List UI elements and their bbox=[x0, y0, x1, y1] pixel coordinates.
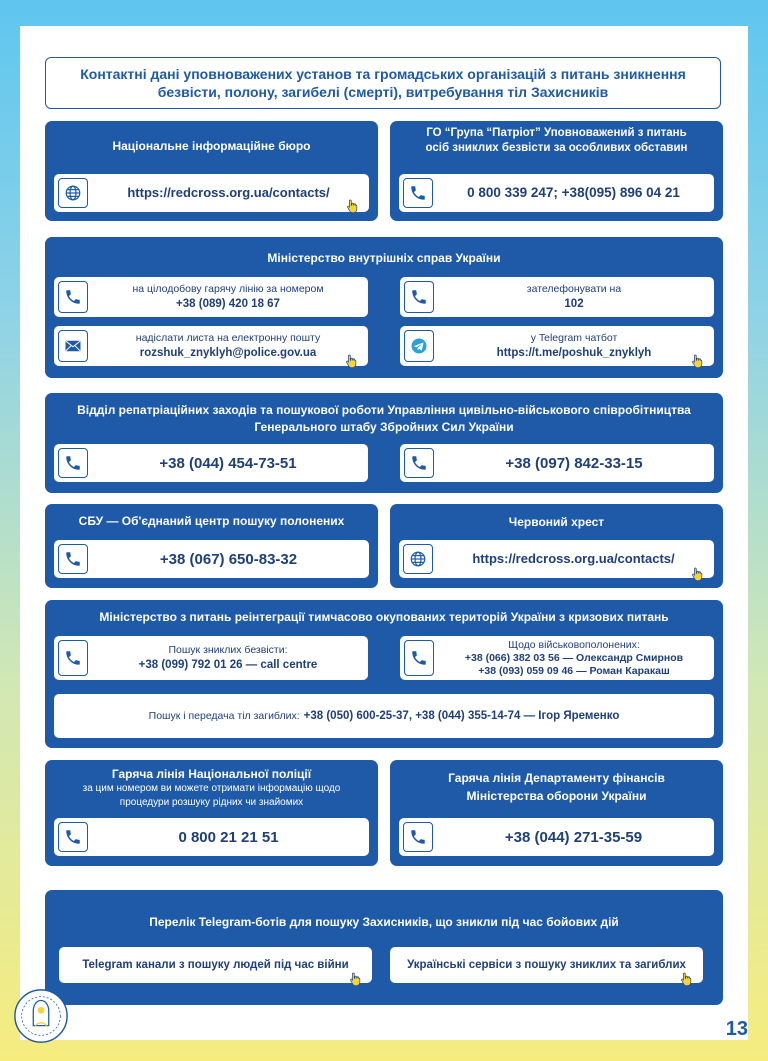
page-title-text: Контактні дані уповноважених установ та громадських організацій з питань зникнення безвісти, полону, загибелі (смерті), витребування тіл Захисників bbox=[80, 66, 686, 100]
redcross-url[interactable]: https://redcross.org.ua/contacts/ bbox=[472, 551, 675, 566]
phone-icon bbox=[58, 544, 88, 574]
sbu-title: СБУ — Об'єднаний центр пошуку полонених bbox=[78, 514, 345, 528]
phone-icon bbox=[58, 822, 88, 852]
phone-icon bbox=[404, 640, 434, 676]
ua-services-button[interactable] bbox=[390, 947, 703, 983]
click-hand-icon bbox=[690, 353, 706, 369]
phone-icon bbox=[58, 281, 88, 313]
nib-card bbox=[45, 121, 378, 221]
telegram-channels-label: Telegram канали з пошуку людей під час війни bbox=[82, 959, 349, 971]
phone-icon bbox=[403, 822, 433, 852]
telegram-icon bbox=[404, 330, 434, 362]
nib-title: Національне інформаційне бюро bbox=[112, 139, 311, 153]
phone-icon bbox=[58, 448, 88, 478]
sbu-phone[interactable]: +38 (067) 650-83-32 bbox=[159, 550, 298, 568]
police-phone[interactable]: 0 800 21 21 51 bbox=[178, 828, 279, 846]
police-phone-row[interactable] bbox=[54, 818, 369, 856]
mod-phone-row[interactable] bbox=[399, 818, 714, 856]
mintot-missing-value[interactable]: +38 (099) 792 01 26 — call centre bbox=[138, 659, 318, 671]
mvs-card bbox=[45, 237, 723, 378]
mintot-pow-row[interactable] bbox=[400, 636, 714, 680]
sbu-phone-row[interactable] bbox=[54, 540, 369, 578]
mintot-bodies-value[interactable]: +38 (050) 600-25-37, +38 (044) 355-14-74 — Ігор Яременко bbox=[303, 710, 620, 722]
police-title-text: Гаряча лінія Національної поліції bbox=[111, 767, 312, 781]
click-hand-icon bbox=[679, 971, 695, 987]
globe-icon bbox=[58, 178, 88, 208]
phone-icon bbox=[404, 448, 434, 478]
patriot-card bbox=[390, 121, 723, 221]
page-number: 13 bbox=[725, 1018, 748, 1040]
police-subtitle: за цим номером ви можете отримати інформацію щодо процедури розшуку рідних чи знайомих bbox=[82, 783, 341, 808]
telegram-channels-button[interactable] bbox=[59, 947, 372, 983]
nib-url[interactable]: https://redcross.org.ua/contacts/ bbox=[127, 185, 330, 200]
patriot-title: ГО “Група “Патріот” Уповноважений з питань осіб зниклих безвісти за особливих обставин bbox=[425, 127, 688, 154]
phone-icon bbox=[58, 640, 88, 676]
mail-icon bbox=[58, 330, 88, 362]
page-title bbox=[45, 57, 721, 109]
mvs-email-row[interactable] bbox=[54, 326, 368, 366]
redcross-card bbox=[390, 504, 723, 588]
mvs-title: Міністерство внутрішніх справ України bbox=[267, 251, 501, 265]
mod-card bbox=[390, 760, 723, 866]
patriot-phone-row[interactable] bbox=[399, 174, 714, 212]
mvs-email-label: надіслати листа на електронну пошту bbox=[135, 332, 321, 344]
mintot-title: Міністерство з питань реінтеграції тимчасово окупованих територій України з кризових питань bbox=[99, 610, 669, 624]
click-hand-icon bbox=[690, 566, 706, 582]
patriot-phone[interactable]: 0 800 339 247; +38(095) 896 04 21 bbox=[467, 185, 680, 200]
mintot-pow-line2[interactable]: +38 (093) 059 09 46 — Роман Каракаш bbox=[478, 665, 670, 677]
mvs-telegram-value[interactable]: https://t.me/poshuk_znyklyh bbox=[496, 347, 652, 359]
click-hand-icon bbox=[345, 198, 361, 214]
ua-services-label: Українські сервіси з пошуку зниклих та загиблих bbox=[407, 959, 686, 971]
repat-title: Відділ репатріаційних заходів та пошукової роботи Управління цивільно-військового співробітництва Генерального штабу Збройних Сил України bbox=[77, 403, 691, 434]
click-hand-icon bbox=[344, 353, 360, 369]
sbu-card bbox=[45, 504, 378, 588]
phone-icon bbox=[403, 178, 433, 208]
mvs-telegram-row[interactable] bbox=[400, 326, 714, 366]
mintot-missing-row[interactable] bbox=[54, 636, 368, 680]
click-hand-icon bbox=[348, 971, 364, 987]
mvs-call-value[interactable]: 102 bbox=[564, 298, 584, 310]
repat-phone2[interactable]: +38 (097) 842-33-15 bbox=[505, 454, 643, 472]
mvs-call-row[interactable] bbox=[400, 277, 714, 317]
police-title bbox=[45, 766, 378, 810]
mintot-pow-label: Щодо військовополонених: bbox=[508, 639, 640, 651]
mvs-call-label: зателефонувати на bbox=[526, 283, 622, 295]
mvs-email-value[interactable]: rozshuk_znyklyh@police.gov.ua bbox=[139, 347, 317, 359]
org-logo bbox=[12, 987, 70, 1045]
mintot-bodies-row[interactable] bbox=[54, 694, 714, 738]
mintot-bodies-label: Пошук і передача тіл загиблих: bbox=[148, 710, 300, 722]
telegram-title: Перелік Telegram-ботів для пошуку Захисників, що зникли під час бойових дій bbox=[149, 915, 619, 929]
repat-phone2-row[interactable] bbox=[400, 444, 714, 482]
mod-phone[interactable]: +38 (044) 271-35-59 bbox=[504, 828, 643, 846]
phone-icon bbox=[404, 281, 434, 313]
mintot-card bbox=[45, 600, 723, 748]
mintot-pow-line1[interactable]: +38 (066) 382 03 56 — Олександр Смирнов bbox=[464, 652, 684, 664]
redcross-link-row[interactable] bbox=[399, 540, 714, 578]
mvs-hotline-label: на цілодобову гарячу лінію за номером bbox=[132, 283, 324, 295]
mod-title: Гаряча лінія Департаменту фінансів Міністерства оборони України bbox=[448, 771, 665, 803]
repat-card bbox=[45, 393, 723, 493]
mvs-telegram-label: у Telegram чатбот bbox=[530, 332, 618, 344]
redcross-title: Червоний хрест bbox=[508, 515, 605, 529]
repat-phone1-row[interactable] bbox=[54, 444, 368, 482]
repat-phone1[interactable]: +38 (044) 454-73-51 bbox=[159, 454, 297, 472]
mvs-hotline-value[interactable]: +38 (089) 420 18 67 bbox=[176, 298, 280, 310]
mintot-missing-label: Пошук зниклих безвісти: bbox=[168, 644, 288, 656]
mvs-hotline-row[interactable] bbox=[54, 277, 368, 317]
police-card bbox=[45, 760, 378, 866]
globe-icon bbox=[403, 544, 433, 574]
telegram-card bbox=[45, 890, 723, 1005]
nib-link-row[interactable] bbox=[54, 174, 369, 212]
